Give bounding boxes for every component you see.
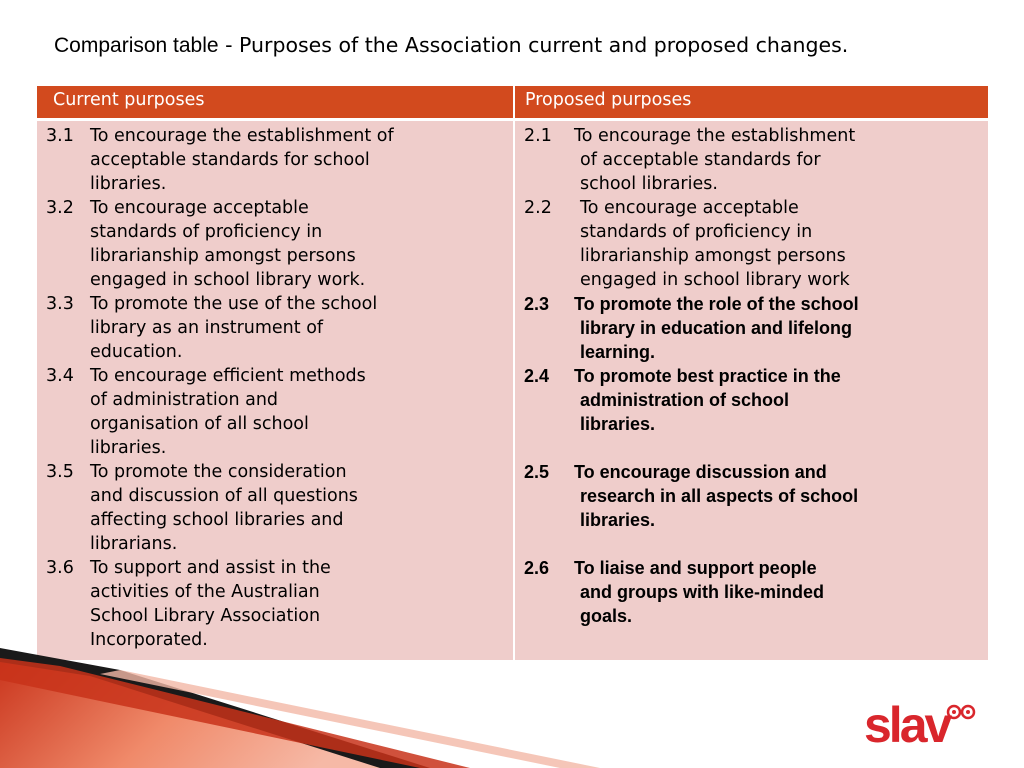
proposed-item-2-4 xyxy=(524,364,988,436)
item-text xyxy=(574,292,920,364)
item-line: standards of proficiency in xyxy=(580,222,813,242)
current-item-3-2 xyxy=(46,196,513,292)
item-line: To support and assist in the xyxy=(90,558,331,578)
item-line: librarians. xyxy=(90,534,178,554)
item-line: To promote the use of the school xyxy=(90,294,378,314)
item-line: To encourage acceptable xyxy=(580,198,799,218)
item-line: libraries. xyxy=(580,510,656,530)
item-line: To encourage the establishment xyxy=(574,126,856,146)
item-line: To promote the consideration xyxy=(90,462,347,482)
item-number: 3.2 xyxy=(46,198,74,218)
item-line: To promote the role of the school xyxy=(574,294,859,314)
item-line: goals. xyxy=(580,606,633,626)
spacer xyxy=(524,532,988,556)
proposed-item-2-6 xyxy=(524,556,988,628)
item-text xyxy=(580,196,920,292)
slide-title xyxy=(54,33,848,58)
item-line: and groups with like-minded xyxy=(580,582,825,602)
item-line: administration of school xyxy=(580,390,790,410)
item-number: 2.1 xyxy=(524,126,552,146)
item-text xyxy=(574,364,920,436)
comparison-table xyxy=(37,86,988,660)
table-body-row xyxy=(37,121,988,660)
item-number: 2.5 xyxy=(524,462,550,482)
item-number: 3.4 xyxy=(46,366,74,386)
item-line: To encourage discussion and xyxy=(574,462,827,482)
current-item-3-1 xyxy=(46,124,513,196)
proposed-item-2-2 xyxy=(524,196,988,292)
spacer xyxy=(524,436,988,460)
item-text xyxy=(574,460,920,532)
item-line: To liaise and support people xyxy=(574,558,817,578)
svg-text:slav: slav xyxy=(864,697,950,753)
item-text xyxy=(90,460,440,556)
item-text xyxy=(574,556,920,628)
proposed-item-2-5 xyxy=(524,460,988,532)
item-number: 2.2 xyxy=(524,198,552,218)
title-lead: Comparison table xyxy=(54,34,219,57)
item-line: School Library Association xyxy=(90,606,321,626)
table-header-row xyxy=(37,86,988,121)
item-line: affecting school libraries and xyxy=(90,510,344,530)
item-text xyxy=(574,124,920,196)
item-line: standards of proficiency in xyxy=(90,222,323,242)
item-line: of acceptable standards for xyxy=(580,150,821,170)
current-item-3-3 xyxy=(46,292,513,364)
item-number: 3.1 xyxy=(46,126,74,146)
item-line: libraries. xyxy=(90,174,167,194)
proposed-purposes-cell xyxy=(515,121,988,660)
item-line: and discussion of all questions xyxy=(90,486,358,506)
item-line: To encourage the establishment of xyxy=(90,126,394,146)
decorative-swoosh xyxy=(0,640,640,768)
item-line: To promote best practice in the xyxy=(574,366,841,386)
item-line: of administration and xyxy=(90,390,279,410)
item-number: 2.4 xyxy=(524,366,550,386)
item-text xyxy=(90,556,440,652)
item-line: librarianship amongst persons xyxy=(580,246,846,266)
item-line: organisation of all school xyxy=(90,414,309,434)
header-proposed-purposes: Proposed purposes xyxy=(525,90,692,110)
item-number: 3.5 xyxy=(46,462,74,482)
current-item-3-5 xyxy=(46,460,513,556)
item-number: 2.3 xyxy=(524,294,550,314)
current-item-3-6 xyxy=(46,556,513,652)
current-item-3-4 xyxy=(46,364,513,460)
item-line: acceptable standards for school xyxy=(90,150,370,170)
item-line: libraries. xyxy=(580,414,656,434)
item-line: education. xyxy=(90,342,183,362)
item-line: engaged in school library work xyxy=(580,270,850,290)
item-line: library in education and lifelong xyxy=(580,318,853,338)
item-text xyxy=(90,124,440,196)
item-line: librarianship amongst persons xyxy=(90,246,356,266)
item-text xyxy=(90,364,440,460)
item-line: school libraries. xyxy=(580,174,718,194)
item-line: To encourage acceptable xyxy=(90,198,309,218)
item-number: 3.3 xyxy=(46,294,74,314)
header-current-purposes: Current purposes xyxy=(37,86,515,118)
item-line: Incorporated. xyxy=(90,630,208,650)
item-line: libraries. xyxy=(90,438,167,458)
slav-logo xyxy=(862,690,982,754)
proposed-item-2-3 xyxy=(524,292,988,364)
item-line: library as an instrument of xyxy=(90,318,324,338)
item-line: activities of the Australian xyxy=(90,582,320,602)
item-line: learning. xyxy=(580,342,656,362)
item-text xyxy=(90,292,440,364)
item-line: To encourage efficient methods xyxy=(90,366,366,386)
item-line: engaged in school library work. xyxy=(90,270,366,290)
item-line: research in all aspects of school xyxy=(580,486,859,506)
item-text xyxy=(90,196,440,292)
title-rest: - Purposes of the Association current and proposed changes. xyxy=(218,33,849,57)
item-number: 3.6 xyxy=(46,558,74,578)
item-number: 2.6 xyxy=(524,558,550,578)
current-purposes-cell xyxy=(37,121,515,660)
proposed-item-2-1 xyxy=(524,124,988,196)
